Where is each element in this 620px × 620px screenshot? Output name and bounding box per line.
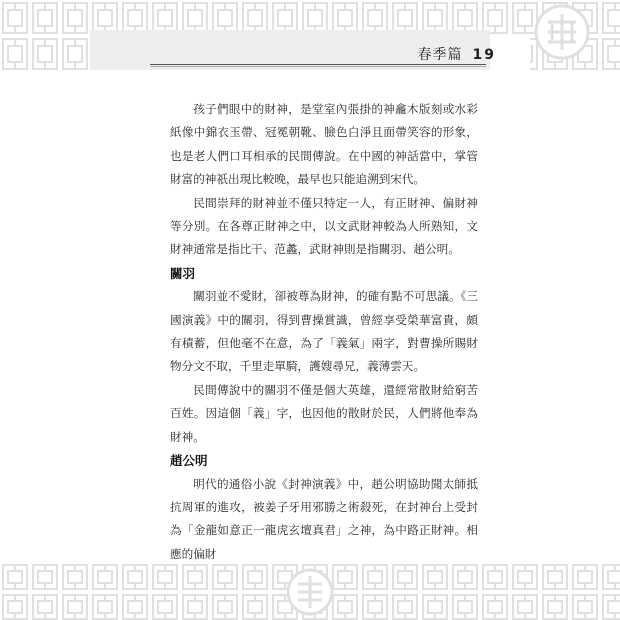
page-number: 19: [472, 47, 496, 63]
article-body: [170, 98, 478, 566]
bottom-lattice-border: [0, 562, 620, 620]
paragraph: 明代的通俗小說《封神演義》中，趙公明協助聞太師抵抗周軍的進攻，被姜子牙用邪勝之術殺死，在封神台上受封為「金龍如意正一龍虎玄壇真君」之神，為中路正財神。相應的偏財: [170, 476, 478, 561]
paragraph: 孩子們眼中的財神，是堂室內張掛的神龕木版刻或水彩紙像中錦衣玉帶、冠冕朝靴、臉色白淨且面帶笑容的形象，也是老人們口耳相承的民間傳說。在中國的神話當中，掌管財富的神祇出現比較晚，最早也只能追溯到宋代。: [170, 102, 478, 187]
shou-medallion-icon: [536, 6, 588, 58]
paragraph: 民間傳說中的關羽不僅是個大英雄，還經常散財給窮苦百姓。因這個「義」字，也因他的散財於民，人們將他奉為財神。: [170, 382, 478, 444]
section-heading-zhao: 趙公明: [170, 453, 208, 469]
shou-medallion-icon: [288, 570, 332, 614]
paragraph: 民間崇拜的財神並不僅只特定一人，有正財神、偏財神等分別。在各尊正財神之中，以文武財神較為人所熟知，文財神通常是指比干、范蠡，武財神則是指關羽、趙公明。: [170, 195, 478, 257]
header-rule-thin: [150, 66, 486, 67]
header-rule: [150, 64, 486, 65]
running-head-title: 春季篇: [417, 47, 463, 63]
running-head: [418, 44, 496, 64]
section-heading-guanyu: 關羽: [170, 265, 196, 281]
paragraph: 關羽並不愛財，卻被尊為財神，的確有點不可思議。《三國演義》中的關羽，得到曹操賞識，曾經享受榮華富貴，頗有積蓄，但他毫不在意，為了「義氣」兩字，對曹操所賜財物分文不取，千里走單騎，護嫂尋兄，義薄雲天。: [170, 289, 478, 374]
